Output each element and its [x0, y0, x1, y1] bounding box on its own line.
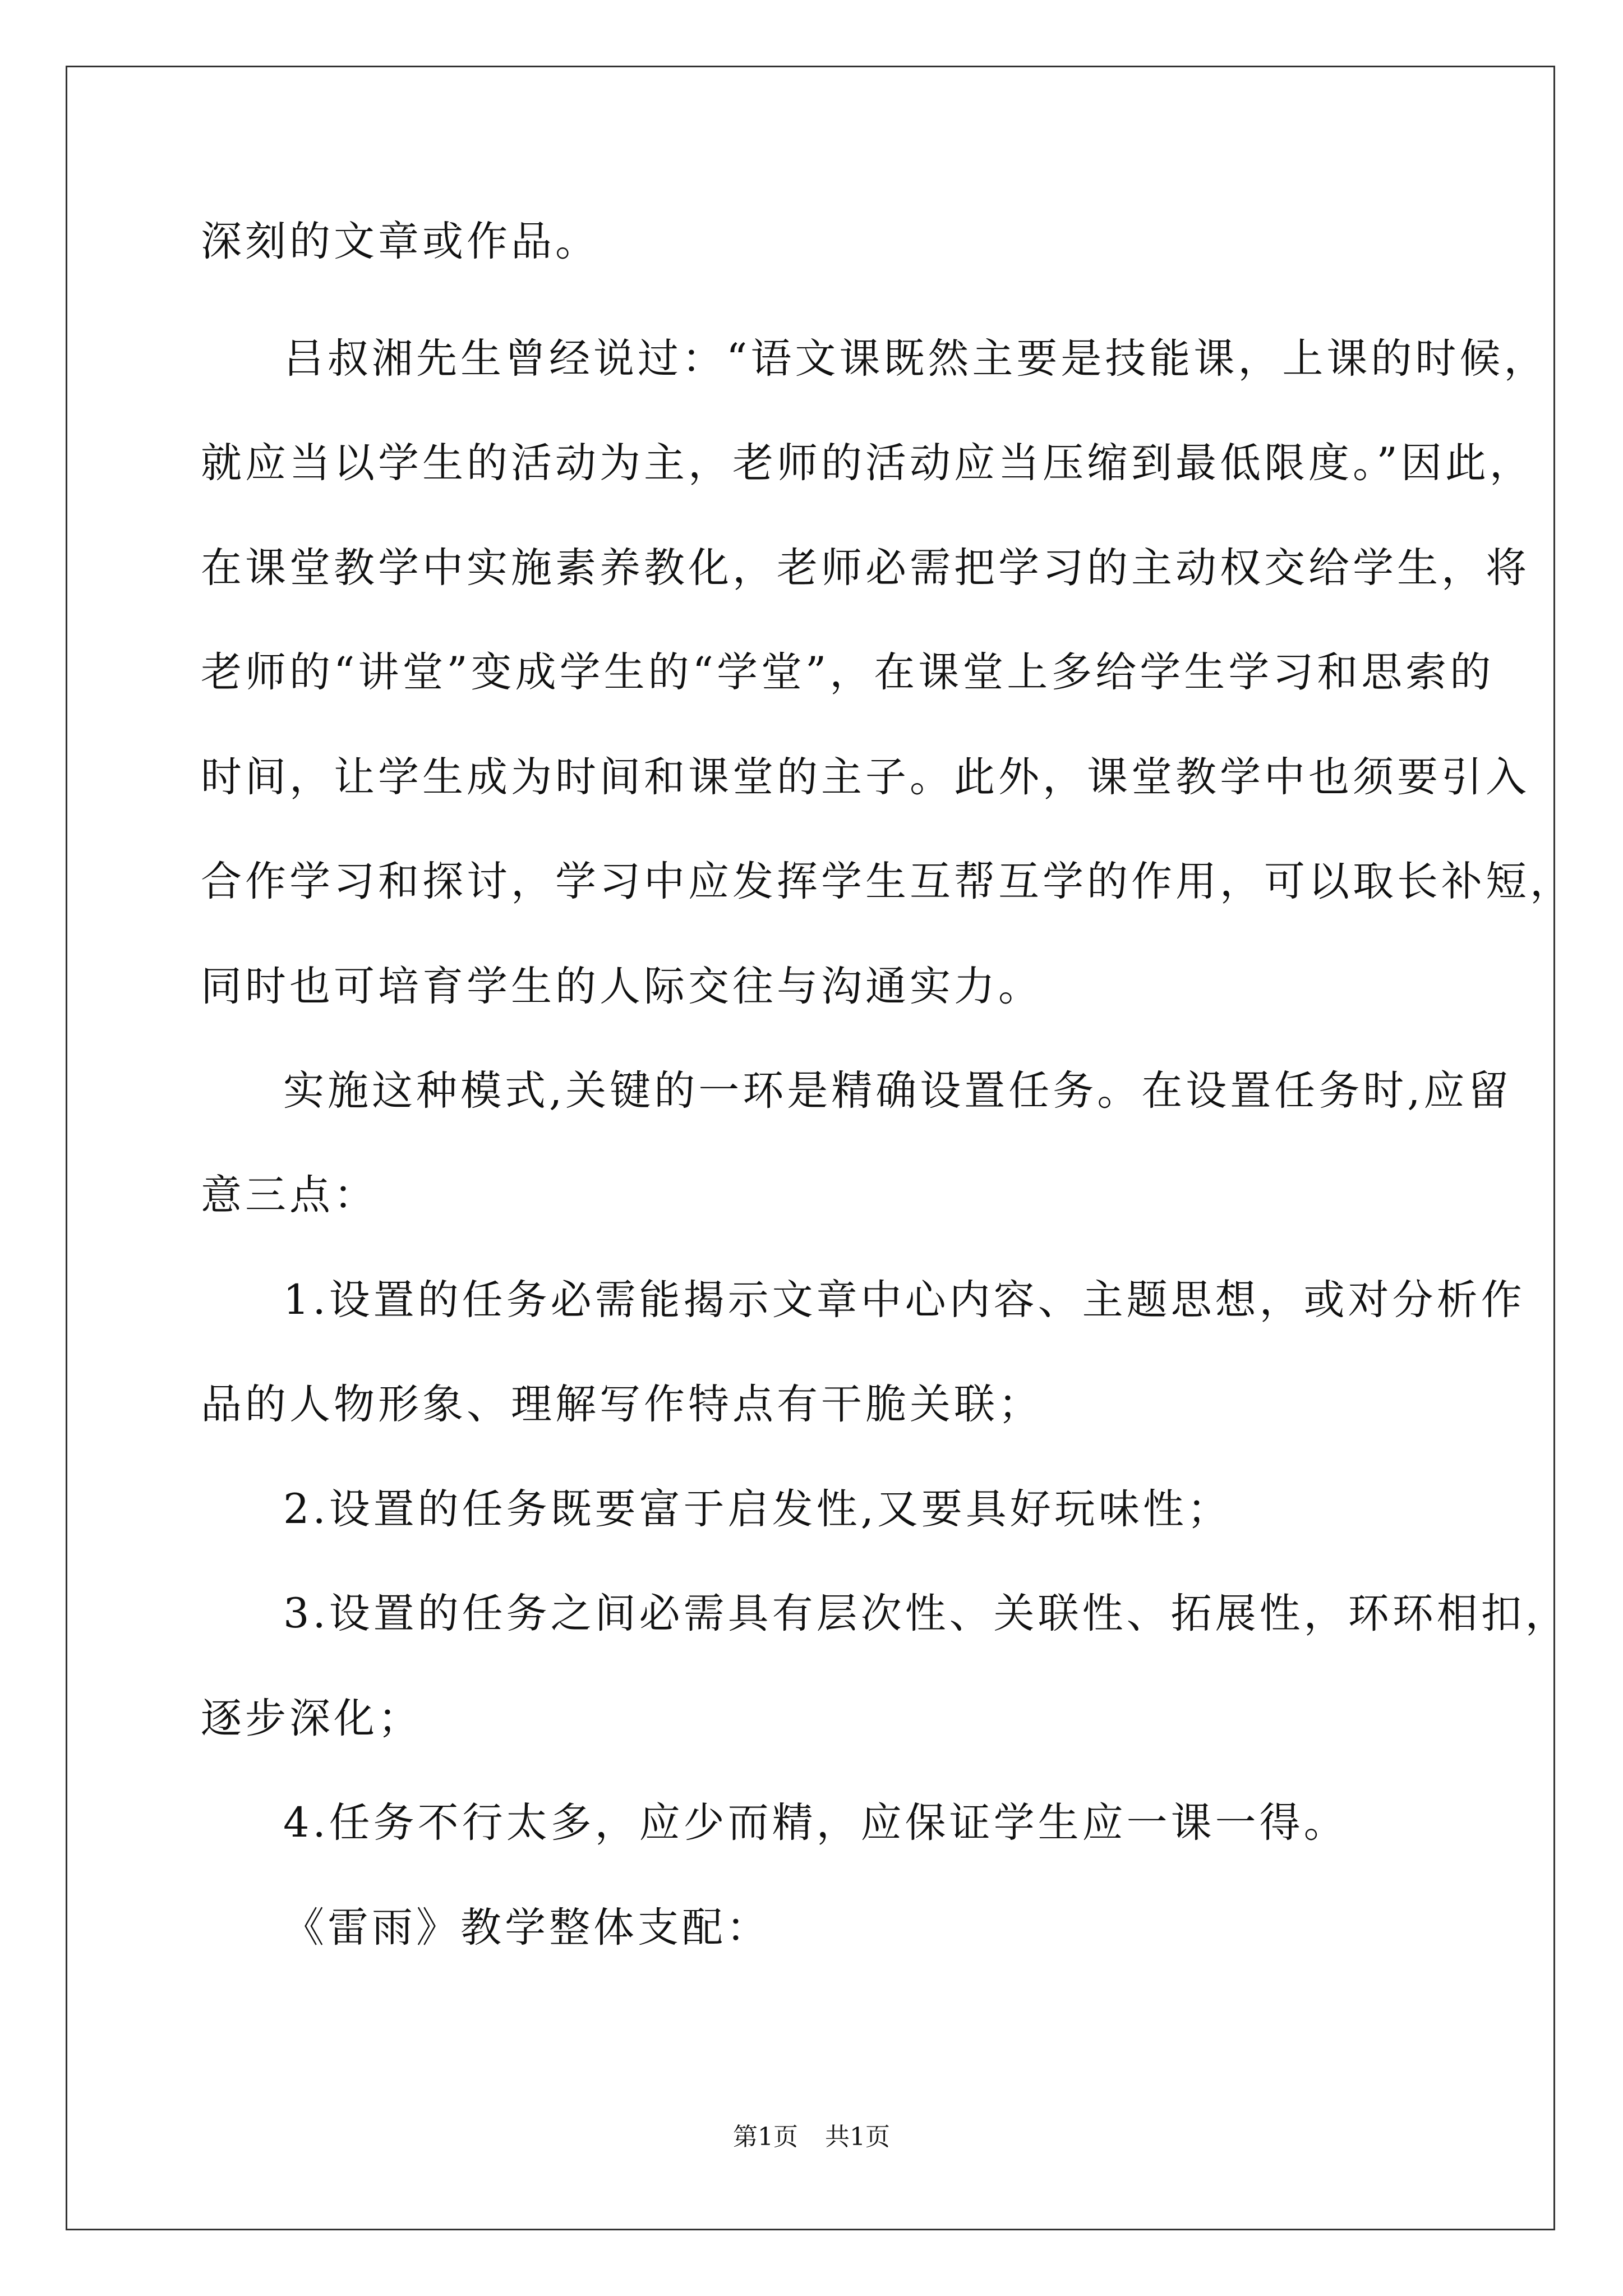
paragraph-line: 老师的“讲堂”变成学生的“学堂”，在课堂上多给学生学习和思索的 — [201, 648, 1495, 696]
paragraph-line: 同时也可培育学生的人际交往与沟通实力。 — [201, 963, 1043, 1010]
page-number: 第1页 — [733, 2123, 798, 2151]
list-item-line: 3.设置的任务之间必需具有层次性、关联性、拓展性，环环相扣， — [283, 1590, 1570, 1637]
paragraph-line: 在课堂教学中实施素养教化，老师必需把学习的主动权交给学生，将 — [201, 544, 1530, 592]
paragraph-line: 深刻的文章或作品。 — [201, 218, 600, 265]
paragraph-line: 实施这种模式,关键的一环是精确设置任务。在设置任务时,应留 — [283, 1067, 1513, 1115]
page-total: 共1页 — [825, 2123, 890, 2151]
page-footer — [0, 2120, 1623, 2154]
list-item-line: 2.设置的任务既要富于启发性,又要具好玩味性； — [283, 1485, 1232, 1533]
list-item-line: 4.任务不行太多，应少而精，应保证学生应一课一得。 — [283, 1799, 1348, 1847]
paragraph-line: 合作学习和探讨，学习中应发挥学生互帮互学的作用，可以取长补短， — [201, 858, 1574, 905]
paragraph-line: 意三点： — [201, 1171, 378, 1219]
paragraph-line: 就应当以学生的活动为主，老师的活动应当压缩到最低限度。”因此， — [201, 439, 1534, 487]
paragraph-line: 吕叔湘先生曾经说过：“语文课既然主要是技能课，上课的时候， — [283, 335, 1548, 383]
list-item-line: 1.设置的任务必需能揭示文章中心内容、主题思想，或对分析作 — [283, 1276, 1525, 1324]
paragraph-line: 时间，让学生成为时间和课堂的主子。此外，课堂教学中也须要引入 — [201, 753, 1530, 801]
list-item-line: 品的人物形象、理解写作特点有干脆关联； — [201, 1381, 1043, 1428]
list-item-line: 逐步深化； — [201, 1695, 422, 1742]
section-heading: 《雷雨》教学整体支配： — [283, 1904, 771, 1952]
